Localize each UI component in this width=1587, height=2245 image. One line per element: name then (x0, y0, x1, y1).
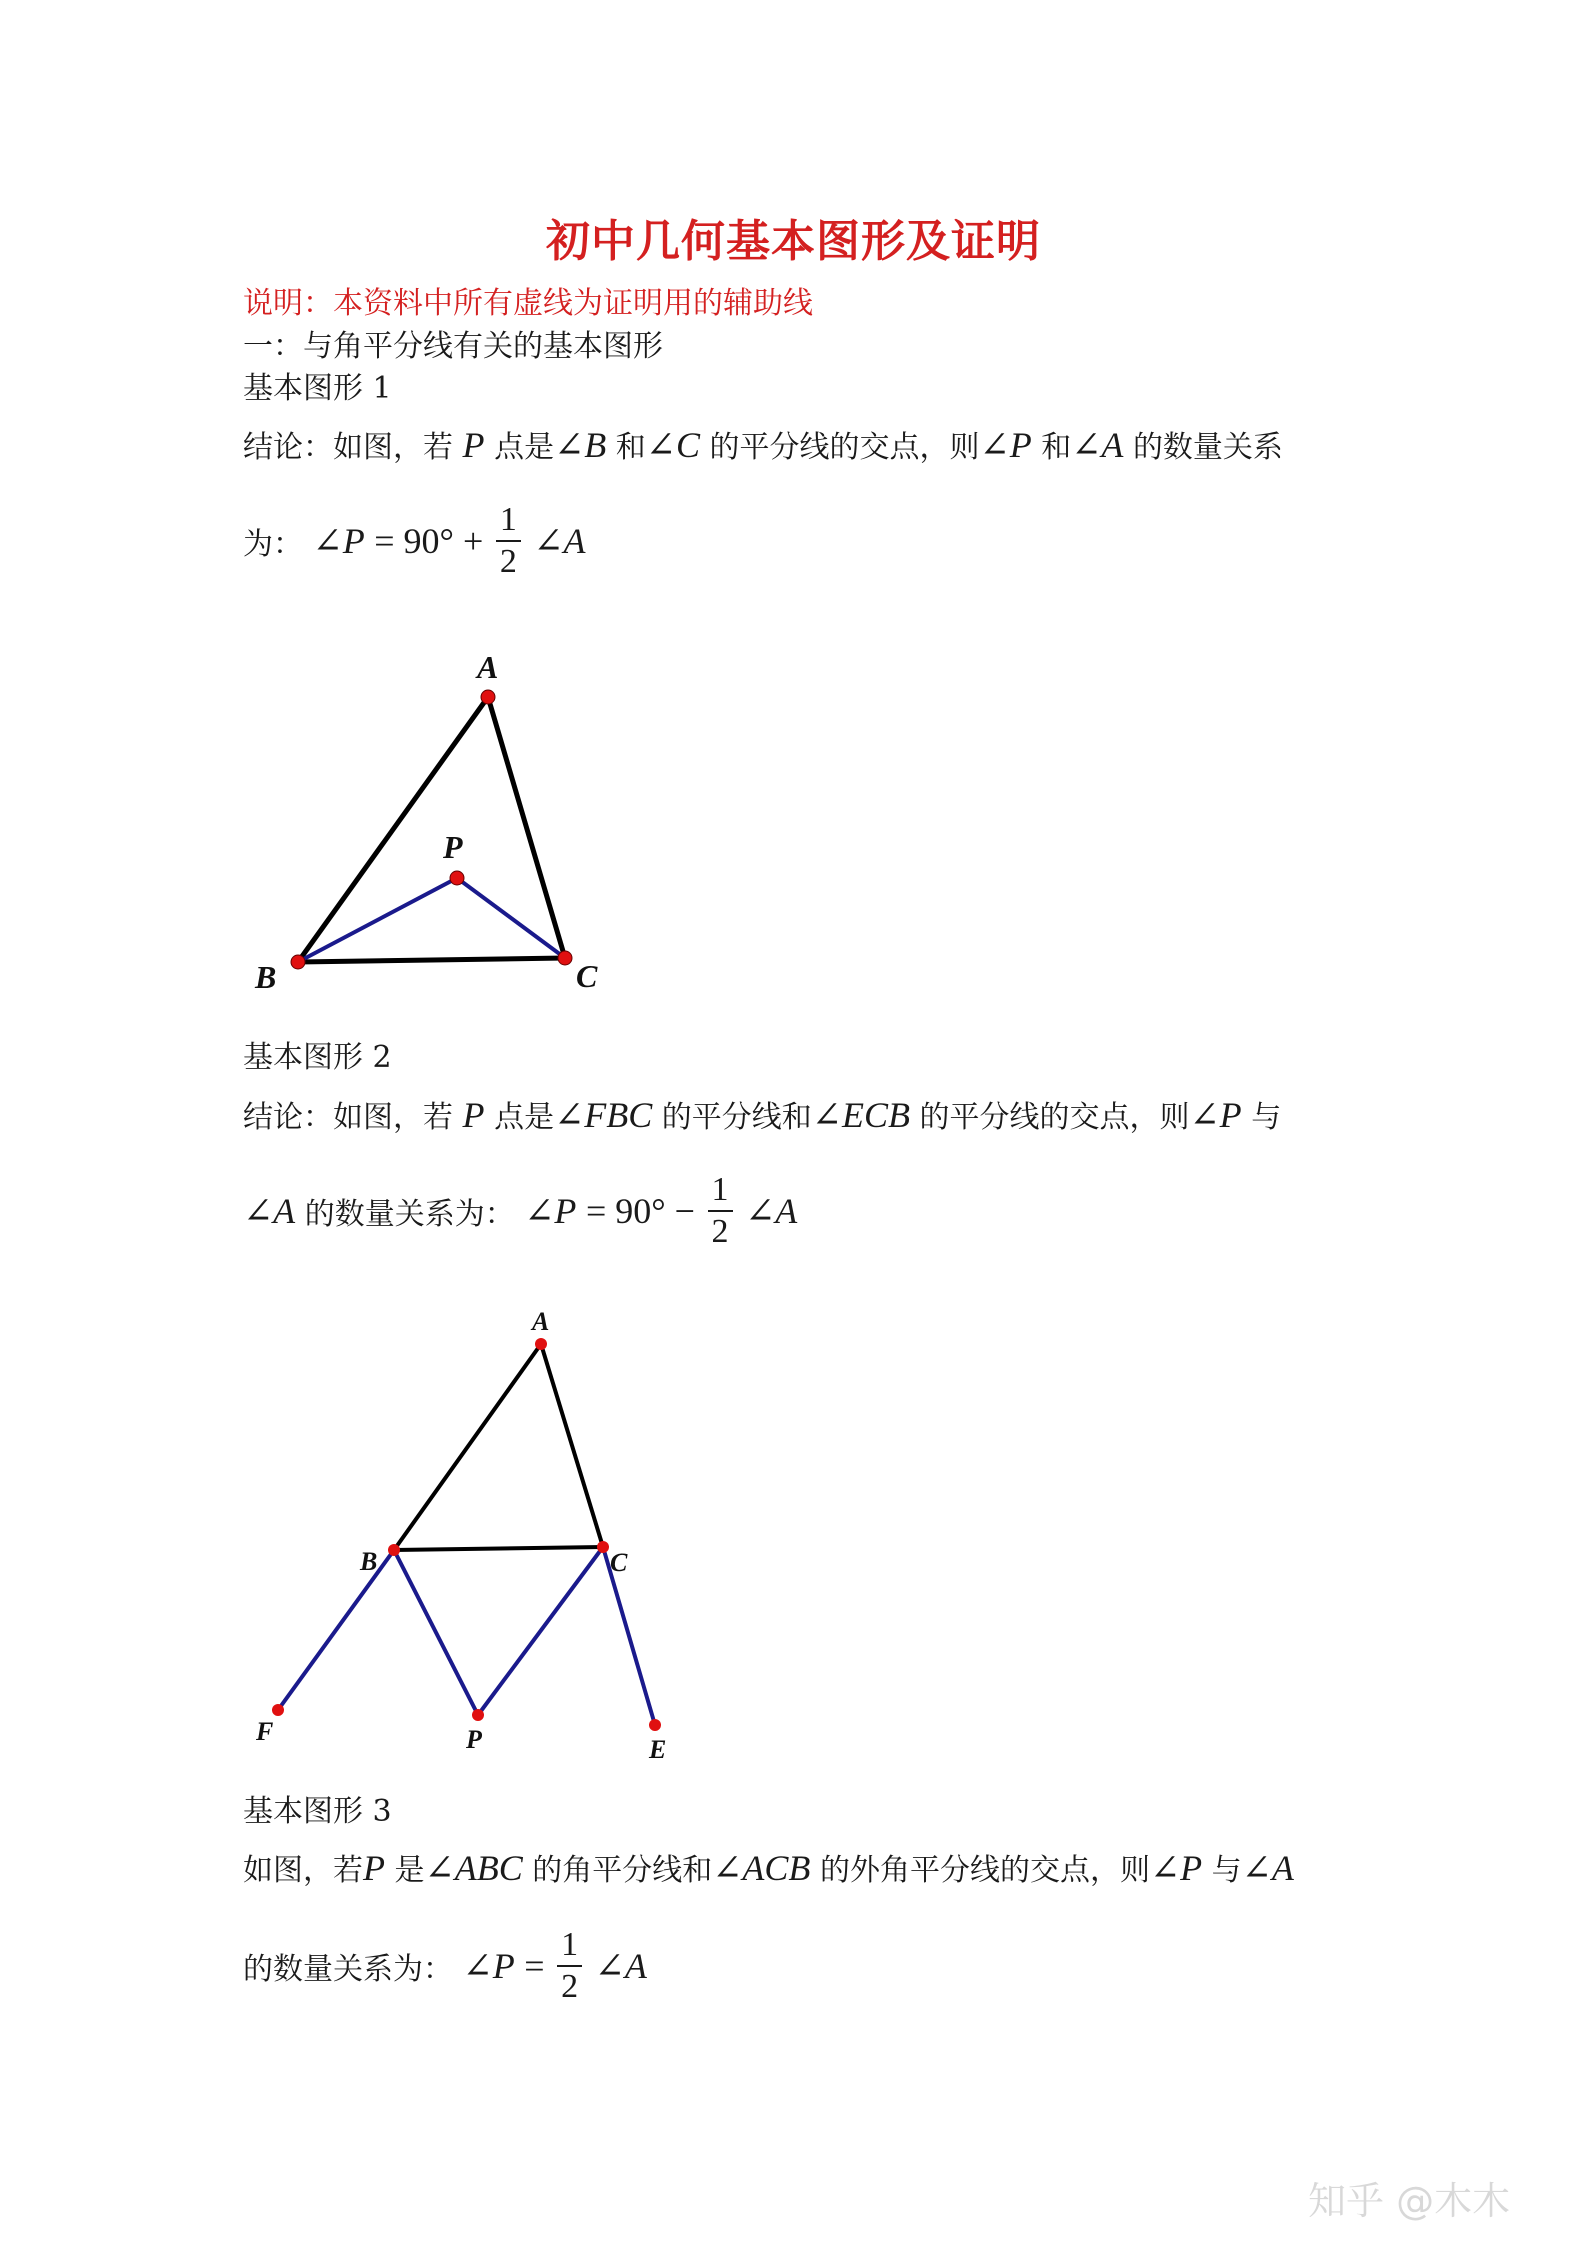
point-A (535, 1338, 547, 1350)
point-P (472, 1709, 484, 1721)
segment-BP (394, 1550, 478, 1715)
fig1-heading: 基本图形 1 (243, 371, 392, 406)
label-B: B (255, 959, 277, 995)
label-E: E (649, 1735, 667, 1764)
fraction-half: $\frac{1}{2}$ (557, 1925, 582, 2007)
fig1-conclusion-line1: 结论：如图，若 P 点是∠B 和∠C 的平分线的交点，则∠P 和∠A 的数量关系 (243, 425, 1283, 465)
point-C (597, 1541, 609, 1553)
red-note: 说明：本资料中所有虚线为证明用的辅助线 (243, 286, 813, 321)
fig2-black-sides (394, 1344, 603, 1550)
point-E (649, 1719, 661, 1731)
label-C: C (610, 1548, 628, 1577)
fig1-formula: 为： ∠P = 90° + $\frac{1}{2}$ ∠A (243, 501, 586, 580)
page-title: 初中几何基本图形及证明 (546, 216, 1041, 267)
zhihu-watermark: 知乎 @木木 (1308, 2179, 1511, 2223)
label-P: P (466, 1725, 482, 1754)
point-F (272, 1704, 284, 1716)
fig2-formula: ∠A 的数量关系为： ∠P = 90° − $\frac{1}{2}$ ∠A (243, 1171, 798, 1250)
side-AB (394, 1344, 541, 1550)
fig3-heading: 基本图形 3 (243, 1794, 392, 1829)
label-F: F (256, 1717, 274, 1746)
label-C: C (576, 958, 598, 994)
segment-CP (478, 1547, 603, 1715)
label-A: A (532, 1307, 550, 1336)
point-B (388, 1544, 400, 1556)
fig2-conclusion-line1: 结论：如图，若 P 点是∠FBC 的平分线和∠ECB 的平分线的交点，则∠P 与 (243, 1095, 1282, 1135)
fig2-heading: 基本图形 2 (243, 1040, 392, 1075)
side-BC (394, 1547, 603, 1550)
fraction-half: $\frac{1}{2}$ (708, 1170, 733, 1252)
fraction-half: $\frac{1}{2}$ (496, 500, 521, 582)
label-P: P (443, 829, 463, 865)
fig2-blue-lines (278, 1547, 655, 1725)
section-heading: 一：与角平分线有关的基本图形 (243, 329, 663, 364)
label-B: B (360, 1547, 378, 1576)
fig3-conclusion-line1: 如图，若P 是∠ABC 的角平分线和∠ACB 的外角平分线的交点，则∠P 与∠A (243, 1848, 1294, 1888)
side-AC (541, 1344, 603, 1547)
label-A: A (477, 649, 499, 685)
fig3-formula: 的数量关系为： ∠P = $\frac{1}{2}$ ∠A (243, 1926, 647, 2005)
